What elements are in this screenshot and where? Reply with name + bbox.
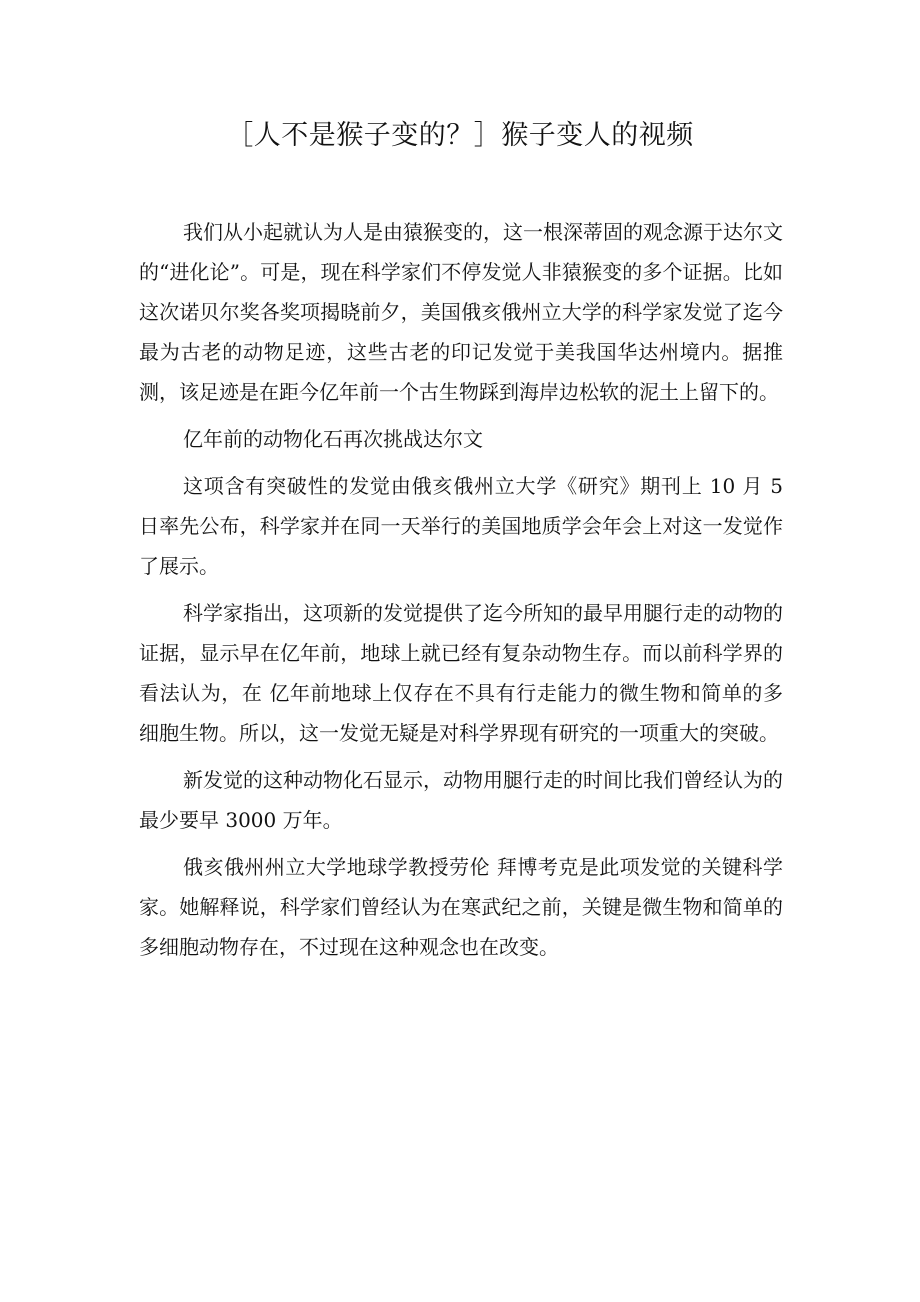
paragraph-subheading: 亿年前的动物化石再次挑战达尔文 xyxy=(183,427,483,451)
paragraph-timeline: 新发觉的这种动物化石显示，动物用腿行走的时间比我们曾经认为的最少要早 3000 万年。 xyxy=(139,768,783,832)
paragraph-significance: 科学家指出，这项新的发觉提供了迄今所知的最早用腿行走的动物的证据，显示早在亿年前，地球上就已经有复杂动物生存。而以前科学界的看法认为，在 亿年前地球上仅存在不具有行走能力的微生物和简单的多细胞生物。所以，这一发觉无疑是对科学界现有研究的一项重大的突破。 xyxy=(139,601,783,745)
paragraph-publication: 这项含有突破性的发觉由俄亥俄州立大学《研究》期刊上 10 月 5 日率先公布，科学家并在同一天举行的美国地质学会年会上对这一发觉作了展示。 xyxy=(139,474,783,578)
paragraph-professor: 俄亥俄州州立大学地球学教授劳伦 拜博考克是此项发觉的关键科学家。她解释说，科学家们曾经认为在寒武纪之前，关键是微生物和简单的多细胞动物存在，不过现在这种观念也在改变。 xyxy=(139,855,783,959)
paragraph-intro: 我们从小起就认为人是由猿猴变的，这一根深蒂固的观念源于达尔文的“进化论”。可是，现在科学家们不停发觉人非猿猴变的多个证据。比如这次诺贝尔奖各奖项揭晓前夕，美国俄亥俄州立大学的科学家发觉了迄今最为古老的动物足迹，这些古老的印记发觉于美我国华达州境内。据推测，该足迹是在距今亿年前一个古生物踩到海岸边松软的泥土上留下的。 xyxy=(139,220,783,404)
document-title: ［人不是猴子变的？］猴子变人的视频 xyxy=(226,120,694,151)
document-body xyxy=(139,212,783,974)
